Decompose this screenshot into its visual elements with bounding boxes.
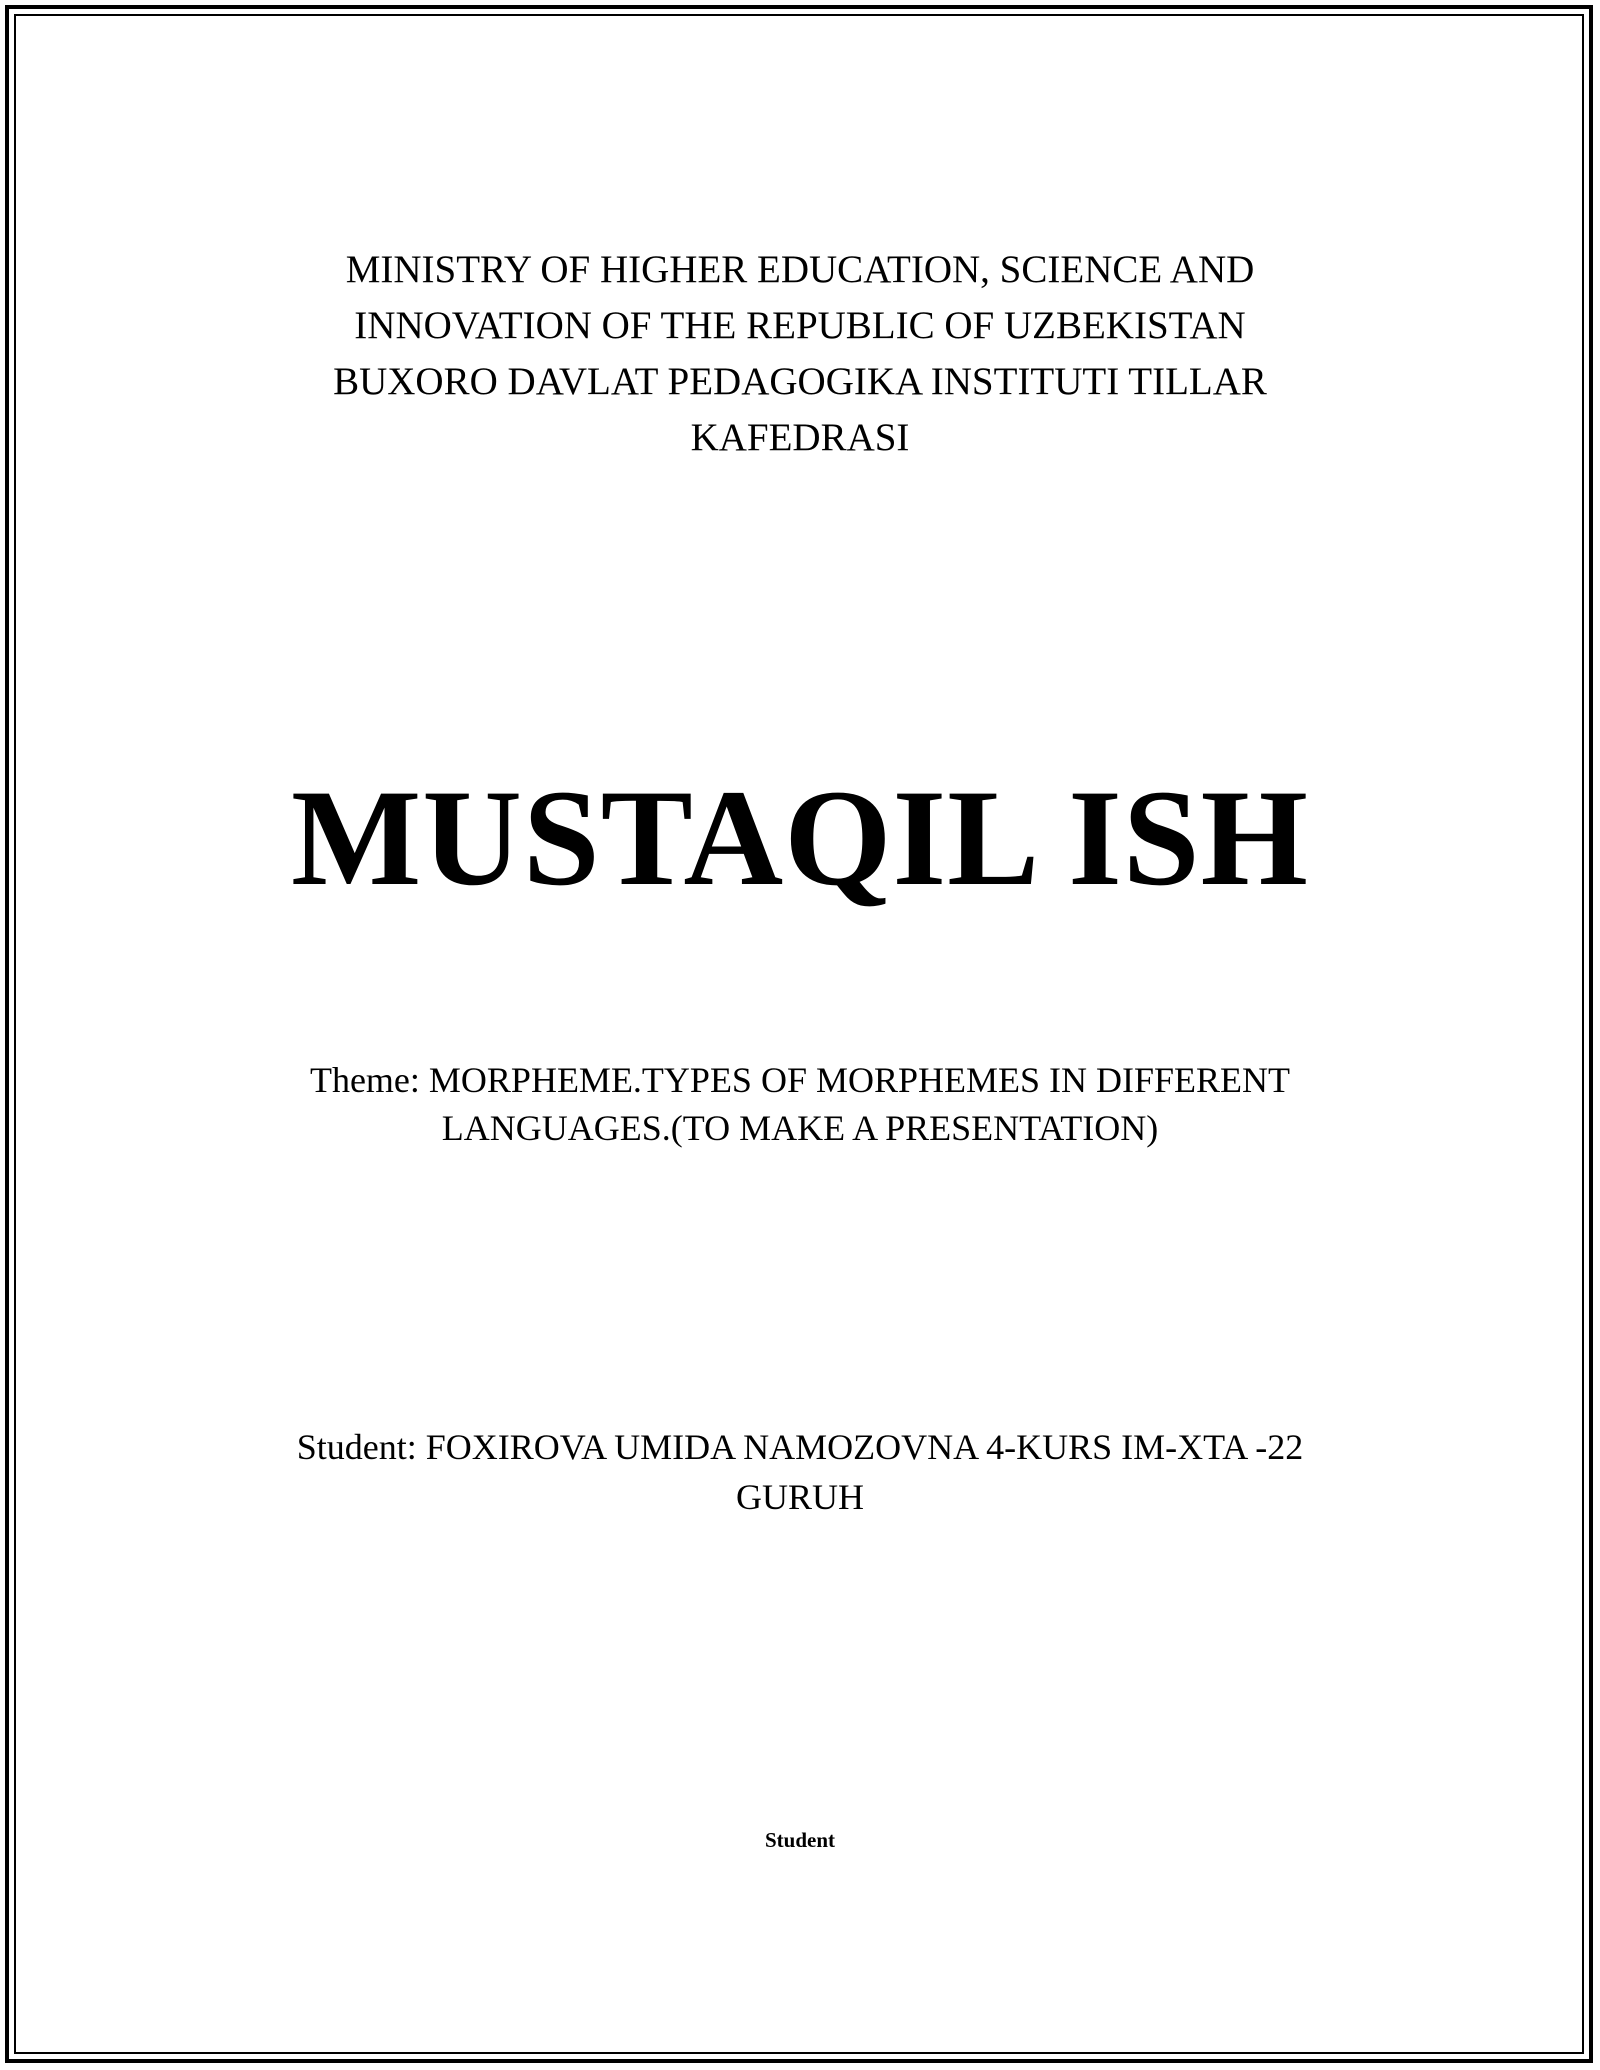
ministry-line-1: MINISTRY OF HIGHER EDUCATION, SCIENCE AND <box>345 248 1255 291</box>
ministry-line-4: KAFEDRASI <box>690 416 910 459</box>
student-line-2: GURUH <box>735 1477 864 1517</box>
student-line-1: Student: FOXIROVA UMIDA NAMOZOVNA 4-KURS IM-XTA -22 <box>296 1427 1304 1467</box>
ministry-header <box>0 242 1600 466</box>
ministry-line-3: BUXORO DAVLAT PEDAGOGIKA INSTITUTI TILLAR <box>333 360 1267 403</box>
theme-block <box>0 1056 1600 1152</box>
ministry-line-2: INNOVATION OF THE REPUBLIC OF UZBEKISTAN <box>354 304 1246 347</box>
document-title: MUSTAQIL ISH <box>291 761 1309 914</box>
footer-student-label: Student <box>764 1828 836 1852</box>
student-info <box>0 1422 1600 1522</box>
theme-line-2: LANGUAGES.(TO MAKE A PRESENTATION) <box>441 1108 1159 1148</box>
theme-line-1: Theme: MORPHEME.TYPES OF MORPHEMES IN DIFFERENT <box>309 1060 1291 1100</box>
